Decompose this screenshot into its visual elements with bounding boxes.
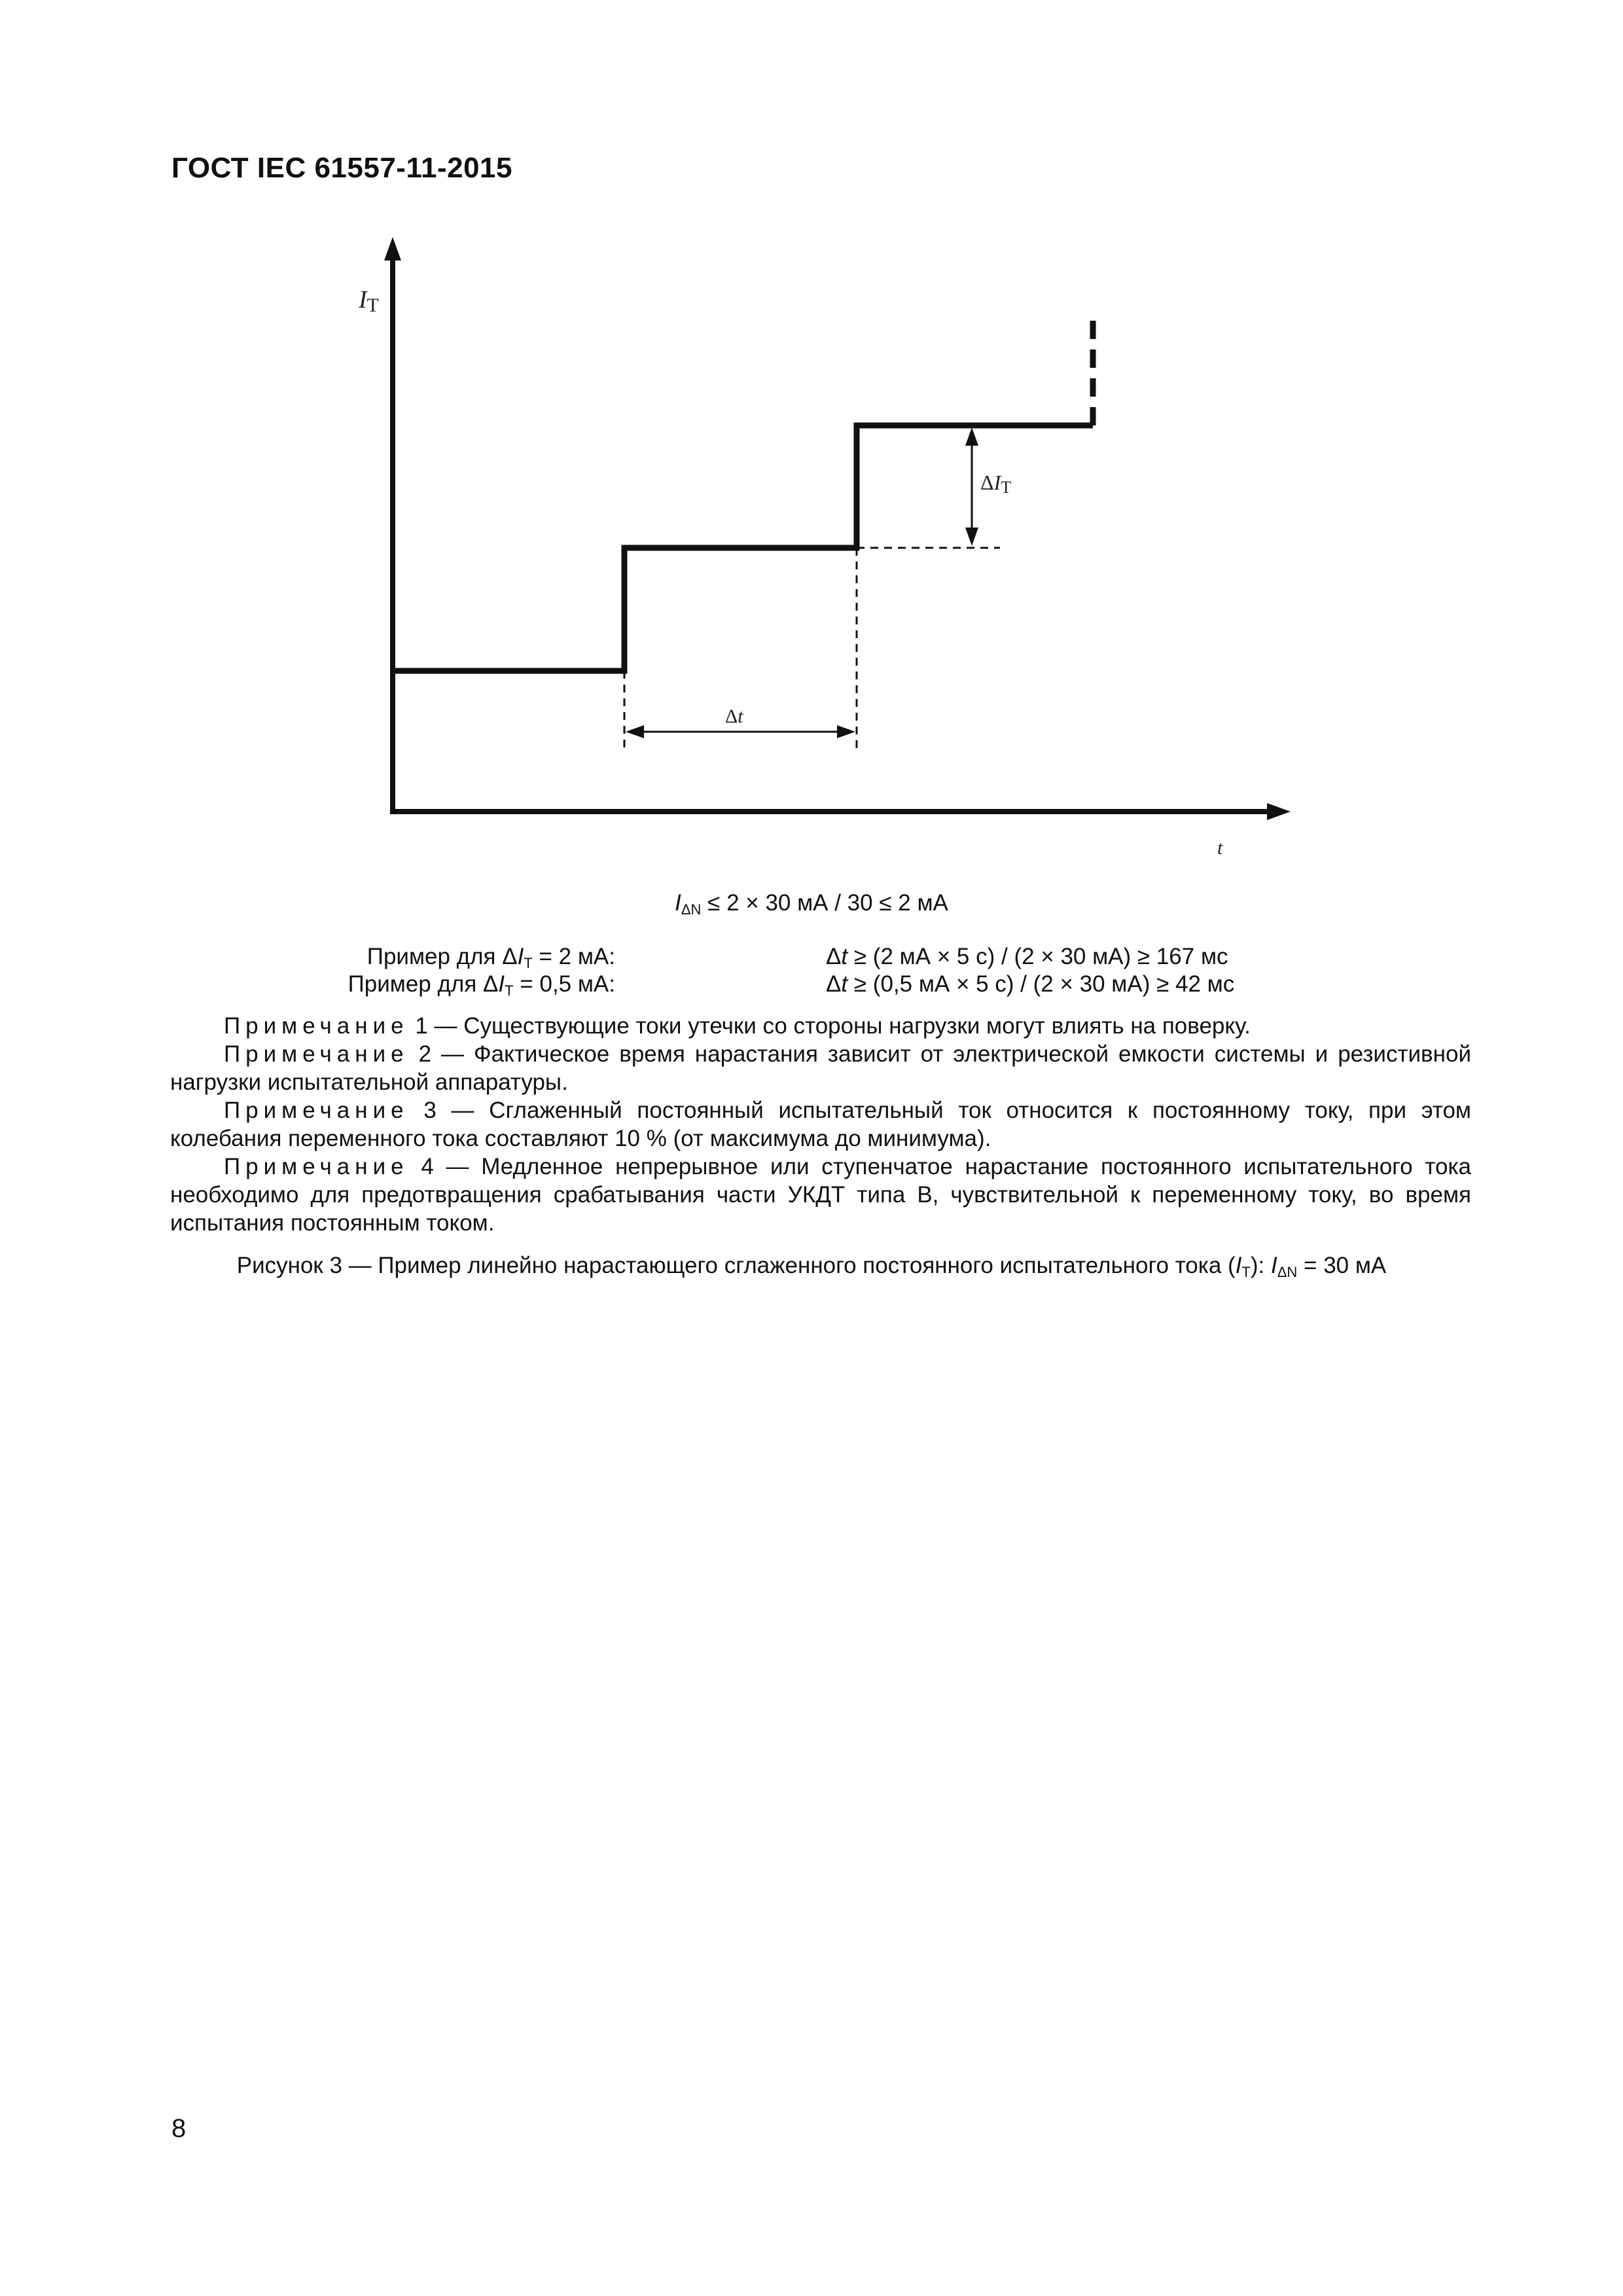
threshold-formula: $I_{\Delta N} \le 2 \times 30$ мА / 30 ≤ 2 мА bbox=[675, 890, 948, 918]
note-4: Примечание 4 — Медленное непрерывное или ступенчатое нарастание постоянного испытательного тока необходимо для предотвращения срабатывания части УКДТ типа В, чувствительной к переменному току, во время испытания постоянным током. bbox=[170, 1154, 1471, 1236]
delta-i-arrowhead-bottom bbox=[965, 528, 978, 546]
figure-caption: Рисунок 3 — Пример линейно нарастающего сглаженного постоянного испытательного тока $(I_T)$: $I_{\Delta N} = 30$ мА bbox=[236, 1253, 1387, 1280]
y-axis-label: IT bbox=[359, 286, 379, 316]
document-header: ГОСТ IEC 61557-11-2015 bbox=[171, 152, 512, 184]
example-2-label: Пример для $\Delta I_T = 0,5$ мА: bbox=[348, 971, 615, 999]
note-3: Примечание 3 — Сглаженный постоянный испытательный ток относится к постоянному току, при этом колебания переменного тока составляют 10 % (от максимума до минимума). bbox=[170, 1098, 1471, 1151]
delta-t-arrowhead-left bbox=[626, 725, 644, 738]
x-axis-label: t bbox=[1217, 837, 1223, 859]
notes-block bbox=[170, 1012, 1471, 1237]
example-1-label: Пример для $\Delta I_T = 2$ мА: bbox=[366, 944, 615, 971]
delta-i-label: ΔIT bbox=[980, 471, 1012, 497]
delta-t-arrowhead-right bbox=[837, 725, 855, 738]
delta-t-label: Δt bbox=[725, 706, 743, 727]
note-1: Примечание 1 — Существующие токи утечки со стороны нагрузки могут влиять на поверку. bbox=[224, 1013, 1251, 1039]
example-2-value: Δt ≥ (0,5 мА × 5 с) / (2 × 30 мА) ≥ 42 мс bbox=[826, 971, 1235, 997]
delta-i-arrowhead-top bbox=[965, 427, 978, 446]
y-axis-arrowhead bbox=[384, 237, 401, 260]
x-axis-arrowhead bbox=[1267, 803, 1291, 820]
step-current-figure bbox=[0, 0, 1623, 877]
example-1-value: Δt ≥ (2 мА × 5 с) / (2 × 30 мА) ≥ 167 мс bbox=[826, 944, 1228, 969]
note-2: Примечание 2 — Фактическое время нарастания зависит от электрической емкости системы и резистивной нагрузки испытательной аппаратуры. bbox=[170, 1041, 1471, 1095]
page-number: 8 bbox=[171, 2114, 187, 2143]
